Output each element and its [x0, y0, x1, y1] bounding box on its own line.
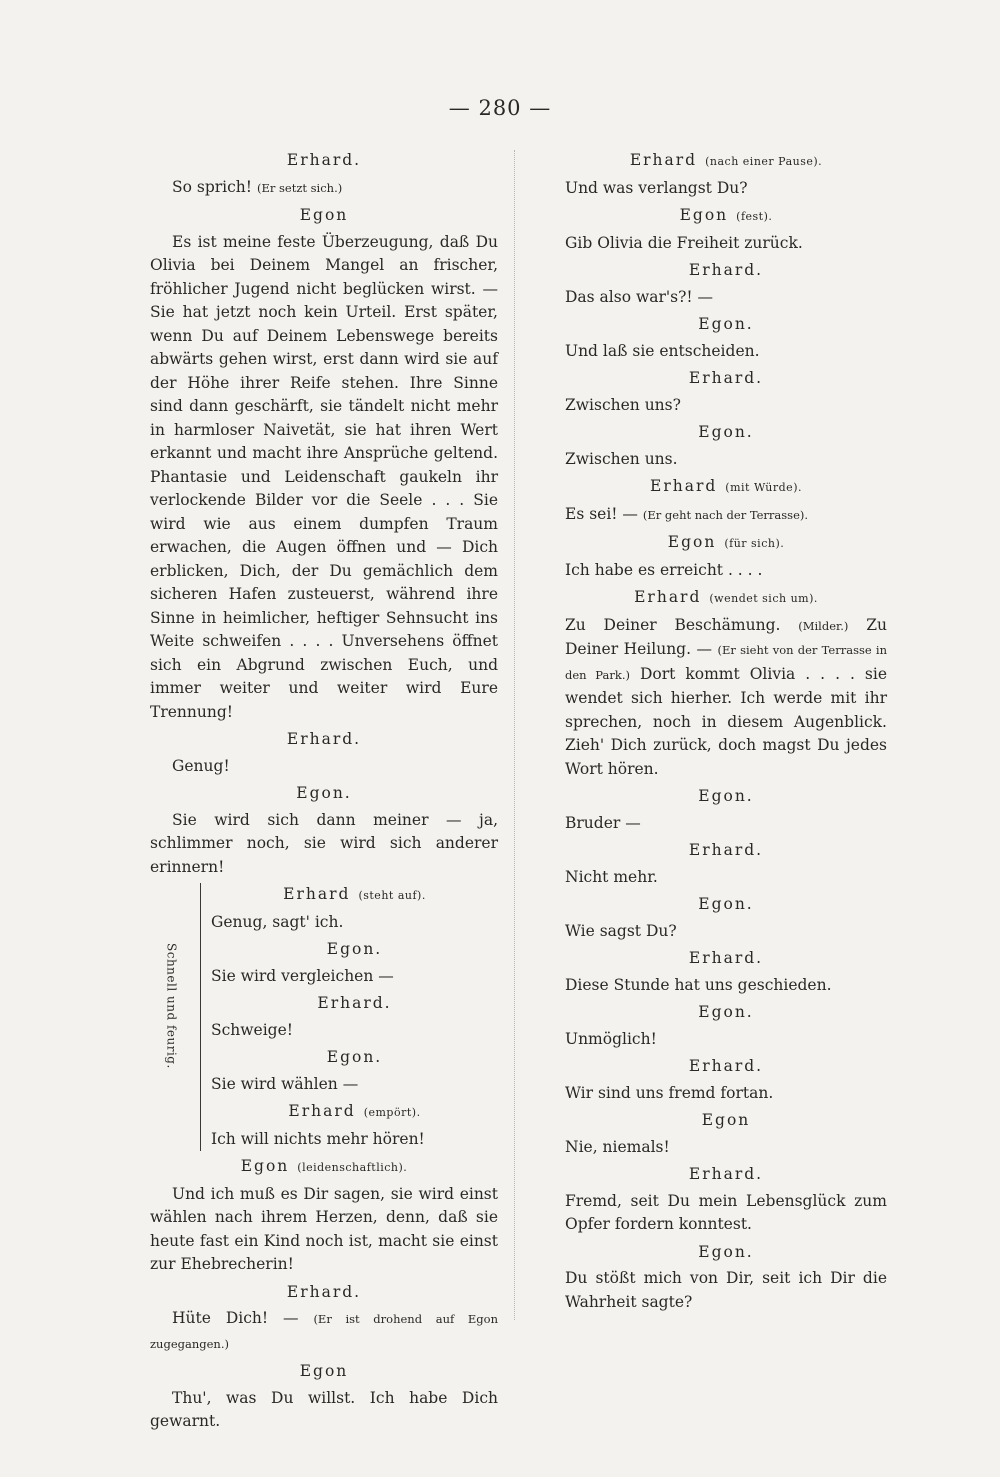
dialogue-line: Genug! [172, 756, 230, 775]
stage-direction: (mit Würde). [725, 481, 802, 494]
speaker-name: Erhard. [688, 1165, 764, 1183]
dialogue-line: Sie wird vergleichen — [211, 966, 394, 985]
speaker-name: Erhard. [317, 994, 392, 1012]
dialogue-line: Diese Stunde hat uns geschieden. [565, 975, 832, 994]
dialogue-line: Es sei! — (Er geht nach der Terrasse). [565, 504, 809, 523]
speaker-name: Egon [299, 1362, 349, 1380]
dialogue-line: Und was verlangst Du? [565, 178, 748, 197]
dialogue-line: Es ist meine feste Überzeugung, daß Du Olivia bei Deinem Mangel an frischer, fröhlicher Jugend nicht beglücken wirst. — Sie hat jetzt noch kein Urteil. Erst später, wenn Du auf Deinem Lebenswege bereits abwärts gehen wirst, erst dann wird sie auf der Höhe ihrer Reife stehen. Ihre Sinne sind dann geschärft, sie tändelt nicht mehr in harmloser Naivetät, sie hat ihren Wert erkannt und macht ihre Ansprüche geltend. Phantasie und Leidenschaft gaukeln ihr verlockende Bilder vor die Seele . . . Sie wird wie aus einem dumpfen Traum erwachen, die Augen öffnen und — Dich erblicken, Dich, der Du gemächlich dem sicheren Hafen zusteuerst, während ihre Sinne in heimlicher, heftiger Sehnsucht ins Weite schweifen . . . . Unversehens öffnet sich ein Abgrund zwischen Euch, und immer weiter und weiter wird Eure Trennung! [150, 232, 498, 721]
stage-direction: (Er ist drohend auf Egon zugegangen.) [150, 1312, 498, 1351]
stage-direction: (empört). [363, 1106, 421, 1119]
speaker-name: Erhard (wendet sich um). [634, 588, 818, 606]
dialogue-line: Gib Olivia die Freiheit zurück. [565, 233, 803, 252]
left-column [150, 145, 498, 1438]
speaker-name: Erhard (nach einer Pause). [629, 151, 823, 169]
speaker-name: Erhard. [286, 1282, 362, 1301]
speaker-name: Egon. [698, 895, 754, 913]
speaker-name: Egon. [698, 787, 754, 805]
bracket-stage-note: Schnell und feurig. [164, 943, 179, 1069]
speaker-name: Egon. [698, 1003, 754, 1021]
speaker-name: Erhard. [688, 369, 764, 387]
speaker-name: Erhard (steht auf). [283, 885, 426, 903]
speaker-name: Egon. [698, 1242, 754, 1261]
speaker-name: Egon (leidenschaftlich). [240, 1157, 408, 1175]
stage-direction: (wendet sich um). [709, 592, 818, 605]
dialogue-line: Und laß sie entscheiden. [565, 341, 760, 360]
speaker-name: Egon (fest). [679, 206, 773, 224]
speaker-name: Erhard. [688, 1057, 764, 1075]
speaker-name: Egon. [296, 784, 352, 802]
speaker-name: Erhard. [286, 151, 362, 169]
dialogue-line: Zwischen uns. [565, 449, 678, 468]
dialogue-line: So sprich! (Er setzt sich.) [172, 177, 343, 196]
dialogue-line: Ich will nichts mehr hören! [211, 1129, 425, 1148]
dialogue-line: Thu', was Du willst. Ich habe Dich gewarnt. [150, 1388, 498, 1430]
dialogue-line: Fremd, seit Du mein Lebensglück zum Opfer fordern konntest. [565, 1191, 887, 1233]
dialogue-line: Und ich muß es Dir sagen, sie wird einst wählen nach ihrem Herzen, denn, daß sie heute fast ein Kind noch ist, macht sie einst zur Ehebrecherin! [150, 1184, 498, 1273]
dialogue-line: Genug, sagt' ich. [211, 912, 344, 931]
dialogue-line: Zwischen uns? [565, 395, 681, 414]
dialogue-line: Hüte Dich! — (Er ist drohend auf Egon zugegangen.) [150, 1309, 498, 1351]
speaker-name: Egon. [698, 423, 754, 441]
dialogue-line: Bruder — [565, 813, 641, 832]
dialogue-line: Wir sind uns fremd fortan. [565, 1083, 774, 1102]
speaker-name: Erhard (empört). [288, 1102, 421, 1120]
stage-direction: (steht auf). [358, 889, 426, 902]
stage-direction: (Er setzt sich.) [256, 180, 343, 195]
speaker-name: Erhard. [286, 730, 362, 748]
stage-bracket-group [164, 883, 498, 1151]
stage-direction: (Milder.) [798, 618, 849, 633]
dialogue-line: Unmöglich! [565, 1029, 657, 1048]
dialogue-line: Nicht mehr. [565, 867, 658, 886]
stage-direction: (für sich). [724, 537, 785, 550]
dialogue-line: Nie, niemals! [565, 1137, 670, 1156]
stage-direction: (Er sieht von der Terrasse in den Park.) [565, 643, 887, 682]
column-divider [514, 150, 515, 1320]
speaker-name: Egon. [326, 1048, 383, 1066]
page-number: — 280 — [448, 96, 552, 120]
dialogue-line: Ich habe es erreicht . . . . [565, 560, 763, 579]
dialogue-line: Sie wird wählen — [211, 1074, 359, 1093]
speaker-name: Erhard (mit Würde). [650, 477, 802, 495]
speaker-name: Egon [299, 206, 349, 224]
speaker-name: Egon. [698, 315, 754, 333]
dialogue-line: Schweige! [211, 1020, 294, 1039]
stage-direction: (Er geht nach der Terrasse). [642, 507, 809, 522]
dialogue-line: Du stößt mich von Dir, seit ich Dir die Wahrheit sagte? [565, 1269, 887, 1311]
right-column [565, 145, 887, 1318]
speaker-name: Erhard. [688, 949, 764, 967]
speaker-name: Egon. [326, 940, 383, 958]
speaker-name: Erhard. [688, 261, 764, 279]
stage-direction: (nach einer Pause). [705, 155, 823, 168]
speaker-name: Erhard. [688, 841, 764, 859]
dialogue-line: Das also war's?! — [565, 287, 714, 306]
dialogue-line: Sie wird sich dann meiner — ja, schlimmer noch, sie wird sich anderer erinnern! [150, 810, 498, 876]
dialogue-line: Wie sagst Du? [565, 921, 677, 940]
speaker-name: Egon (für sich). [667, 533, 785, 551]
stage-direction: (fest). [736, 210, 773, 223]
speaker-name: Egon [701, 1111, 751, 1129]
stage-direction: (leidenschaftlich). [297, 1161, 408, 1174]
dialogue-line: Zu Deiner Beschämung. (Milder.) Zu Deiner Heilung. — (Er sieht von der Terrasse in den Park.) Dort kommt Olivia . . . . sie wendet sich hierher. Ich werde mit ihr sprechen, noch in diesem Augenblick. Zieh' Dich zurück, doch magst Du jedes Wort hören. [565, 615, 888, 778]
